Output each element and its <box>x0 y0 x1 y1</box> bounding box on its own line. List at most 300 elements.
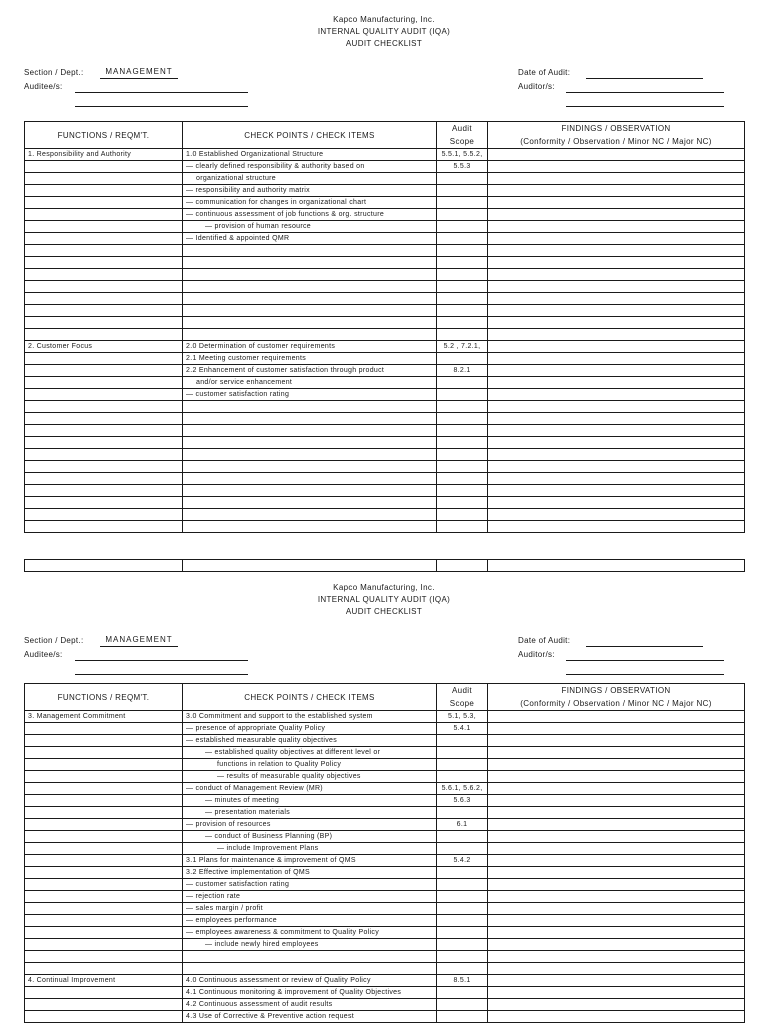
check-item-cell: — employees awareness & commitment to Quality Policy <box>183 927 437 939</box>
audit-scope-cell <box>437 497 488 509</box>
table-row <box>25 855 745 867</box>
table-row <box>25 341 745 353</box>
check-item-cell: — results of measurable quality objectives <box>183 771 437 783</box>
table-row <box>25 329 745 341</box>
table-row <box>25 401 745 413</box>
auditee-line <box>75 80 248 93</box>
check-item-cell <box>183 485 437 497</box>
check-item-cell: 4.3 Use of Corrective & Preventive action request <box>183 1011 437 1023</box>
check-item-cell <box>183 317 437 329</box>
findings-cell <box>488 353 745 365</box>
table-row <box>25 305 745 317</box>
function-cell <box>25 449 183 461</box>
function-cell <box>25 461 183 473</box>
function-cell <box>25 197 183 209</box>
check-item-cell <box>183 963 437 975</box>
check-item-cell <box>183 257 437 269</box>
auditor-line <box>566 94 724 107</box>
table-row <box>25 1011 745 1023</box>
function-cell <box>25 903 183 915</box>
check-item-cell: and/or service enhancement <box>183 377 437 389</box>
table-row <box>25 317 745 329</box>
table-row <box>25 915 745 927</box>
function-cell <box>25 437 183 449</box>
table-row <box>25 245 745 257</box>
check-item-cell <box>183 473 437 485</box>
auditor-line <box>566 662 724 675</box>
check-item-cell: — employees performance <box>183 915 437 927</box>
findings-cell <box>488 377 745 389</box>
function-cell <box>25 425 183 437</box>
auditee-line <box>75 662 248 675</box>
audit-scope-cell <box>437 197 488 209</box>
function-cell <box>25 257 183 269</box>
audit-scope-cell: 5.6.3 <box>437 795 488 807</box>
audit-scope-cell <box>437 449 488 461</box>
check-item-cell: — conduct of Management Review (MR) <box>183 783 437 795</box>
table-row <box>25 173 745 185</box>
function-cell <box>25 185 183 197</box>
function-cell <box>25 855 183 867</box>
findings-cell <box>488 855 745 867</box>
table-row <box>25 723 745 735</box>
check-item-cell <box>183 425 437 437</box>
audit-scope-cell <box>437 473 488 485</box>
findings-cell <box>488 939 745 951</box>
findings-cell <box>488 161 745 173</box>
company-name: Kapco Manufacturing, Inc. <box>333 15 435 24</box>
date-of-audit-line <box>586 66 703 79</box>
check-item-cell: — minutes of meeting <box>183 795 437 807</box>
table-row <box>25 747 745 759</box>
date-of-audit-label: Date of Audit: <box>518 636 571 645</box>
findings-cell <box>488 389 745 401</box>
header-audit-scope-line: Scope <box>449 699 475 708</box>
check-item-cell: 1.0 Established Organizational Structure <box>183 149 437 161</box>
function-cell <box>25 233 183 245</box>
function-cell <box>25 329 183 341</box>
check-item-cell: — Identified & appointed QMR <box>183 233 437 245</box>
function-cell <box>25 771 183 783</box>
check-item-cell: — customer satisfaction rating <box>183 389 437 401</box>
function-cell <box>25 939 183 951</box>
audit-scope-cell <box>437 999 488 1011</box>
auditee-label: Auditee/s: <box>24 650 63 659</box>
section-dept-value: MANAGEMENT <box>100 634 178 647</box>
findings-cell <box>488 293 745 305</box>
function-cell <box>25 473 183 485</box>
function-cell <box>25 1011 183 1023</box>
table-row <box>25 233 745 245</box>
check-item-cell: — rejection rate <box>183 891 437 903</box>
function-cell <box>25 843 183 855</box>
function-cell: 3. Management Commitment <box>25 711 183 723</box>
table-row <box>25 927 745 939</box>
check-item-cell: 3.0 Commitment and support to the established system <box>183 711 437 723</box>
findings-cell <box>488 903 745 915</box>
function-cell <box>25 305 183 317</box>
findings-cell <box>488 341 745 353</box>
table-row <box>25 365 745 377</box>
audit-scope-cell <box>437 221 488 233</box>
table-row <box>25 807 745 819</box>
table-row <box>25 891 745 903</box>
check-item-cell: — established measurable quality objectives <box>183 735 437 747</box>
audit-scope-cell <box>437 425 488 437</box>
table-row <box>25 185 745 197</box>
findings-cell <box>488 987 745 999</box>
audit-scope-cell <box>437 389 488 401</box>
section-dept-label: Section / Dept.: <box>24 68 84 77</box>
date-of-audit-label: Date of Audit: <box>518 68 571 77</box>
function-cell: 1. Responsibility and Authority <box>25 149 183 161</box>
audit-scope-cell <box>437 353 488 365</box>
function-cell <box>25 221 183 233</box>
audit-scope-cell <box>437 521 488 533</box>
findings-cell <box>488 485 745 497</box>
table-row <box>25 389 745 401</box>
function-cell: 4. Continual Improvement <box>25 975 183 987</box>
table-row <box>25 771 745 783</box>
table-row <box>25 437 745 449</box>
function-cell <box>25 497 183 509</box>
findings-cell <box>488 759 745 771</box>
table-row <box>25 975 745 987</box>
auditor-label: Auditor/s: <box>518 82 555 91</box>
findings-cell <box>488 425 745 437</box>
audit-scope-cell <box>437 747 488 759</box>
check-item-cell: — include Improvement Plans <box>183 843 437 855</box>
checklist-page <box>0 568 768 1024</box>
function-cell <box>25 795 183 807</box>
audit-scope-cell <box>437 1011 488 1023</box>
table-row <box>25 149 745 161</box>
header-audit-scope-line: Scope <box>449 137 475 146</box>
check-item-cell <box>183 497 437 509</box>
audit-scope-cell <box>437 233 488 245</box>
findings-cell <box>488 305 745 317</box>
check-item-cell <box>183 293 437 305</box>
section-dept-label: Section / Dept.: <box>24 636 84 645</box>
table-row <box>25 485 745 497</box>
check-item-cell: — include newly hired employees <box>183 939 437 951</box>
audit-scope-cell <box>437 485 488 497</box>
audit-scope-cell: 5.1, 5.3, <box>437 711 488 723</box>
function-cell <box>25 209 183 221</box>
function-cell <box>25 723 183 735</box>
audit-scope-cell <box>437 461 488 473</box>
audit-scope-cell <box>437 209 488 221</box>
findings-cell <box>488 999 745 1011</box>
table-row <box>25 879 745 891</box>
check-item-cell: organizational structure <box>183 173 437 185</box>
table-row <box>25 353 745 365</box>
audit-scope-cell <box>437 317 488 329</box>
audit-scope-cell <box>437 305 488 317</box>
findings-cell <box>488 879 745 891</box>
audit-scope-cell <box>437 759 488 771</box>
findings-cell <box>488 735 745 747</box>
header-findings-line: (Conformity / Observation / Minor NC / Major NC) <box>520 137 712 146</box>
table-row <box>25 497 745 509</box>
audit-scope-cell <box>437 437 488 449</box>
function-cell <box>25 735 183 747</box>
date-of-audit-line <box>586 634 703 647</box>
table-row <box>25 867 745 879</box>
table-row <box>25 449 745 461</box>
findings-cell <box>488 951 745 963</box>
audit-scope-cell <box>437 879 488 891</box>
header-findings-line: FINDINGS / OBSERVATION <box>561 686 671 695</box>
table-row <box>25 509 745 521</box>
table-row <box>25 161 745 173</box>
audit-scope-cell <box>437 867 488 879</box>
auditee-label: Auditee/s: <box>24 82 63 91</box>
audit-scope-cell <box>437 843 488 855</box>
function-cell <box>25 879 183 891</box>
findings-cell <box>488 1011 745 1023</box>
check-item-cell: 3.1 Plans for maintenance & improvement of QMS <box>183 855 437 867</box>
findings-cell <box>488 365 745 377</box>
function-cell <box>25 999 183 1011</box>
function-cell <box>25 867 183 879</box>
check-item-cell: — continuous assessment of job functions & org. structure <box>183 209 437 221</box>
audit-title: INTERNAL QUALITY AUDIT (IQA) <box>317 27 451 36</box>
table-row <box>25 521 745 533</box>
audit-checklist-table <box>24 683 745 1023</box>
audit-checklist-table <box>24 121 745 533</box>
findings-cell <box>488 209 745 221</box>
audit-scope-cell <box>437 413 488 425</box>
check-item-cell: — presentation materials <box>183 807 437 819</box>
table-row <box>25 461 745 473</box>
table-row <box>25 473 745 485</box>
audit-scope-cell <box>437 293 488 305</box>
audit-scope-cell: 5.4.2 <box>437 855 488 867</box>
company-name: Kapco Manufacturing, Inc. <box>333 583 435 592</box>
check-item-cell: — clearly defined responsibility & authority based on <box>183 161 437 173</box>
findings-cell <box>488 173 745 185</box>
function-cell <box>25 819 183 831</box>
findings-cell <box>488 281 745 293</box>
check-item-cell: 2.0 Determination of customer requirements <box>183 341 437 353</box>
audit-scope-cell <box>437 963 488 975</box>
findings-cell <box>488 437 745 449</box>
findings-cell <box>488 747 745 759</box>
function-cell <box>25 377 183 389</box>
table-row <box>25 903 745 915</box>
findings-cell <box>488 473 745 485</box>
audit-scope-cell: 8.5.1 <box>437 975 488 987</box>
function-cell <box>25 759 183 771</box>
table-row <box>25 221 745 233</box>
findings-cell <box>488 711 745 723</box>
header-functions-label: FUNCTIONS / REQM'T. <box>57 692 150 702</box>
findings-cell <box>488 927 745 939</box>
findings-cell <box>488 269 745 281</box>
findings-cell <box>488 975 745 987</box>
function-cell <box>25 293 183 305</box>
findings-cell <box>488 233 745 245</box>
findings-cell <box>488 329 745 341</box>
table-row <box>25 783 745 795</box>
findings-cell <box>488 521 745 533</box>
table-row <box>25 281 745 293</box>
findings-cell <box>488 891 745 903</box>
check-item-cell: functions in relation to Quality Policy <box>183 759 437 771</box>
table-row <box>25 197 745 209</box>
header-findings-line: (Conformity / Observation / Minor NC / Major NC) <box>520 699 712 708</box>
function-cell <box>25 509 183 521</box>
function-cell <box>25 161 183 173</box>
header-check-points-label: CHECK POINTS / CHECK ITEMS <box>244 692 375 702</box>
audit-scope-cell <box>437 257 488 269</box>
findings-cell <box>488 819 745 831</box>
findings-cell <box>488 783 745 795</box>
function-cell <box>25 401 183 413</box>
function-cell <box>25 927 183 939</box>
findings-cell <box>488 963 745 975</box>
function-cell <box>25 747 183 759</box>
table-row <box>25 759 745 771</box>
findings-cell <box>488 807 745 819</box>
findings-cell <box>488 149 745 161</box>
function-cell <box>25 413 183 425</box>
check-item-cell <box>183 413 437 425</box>
check-item-cell: 4.0 Continuous assessment or review of Quality Policy <box>183 975 437 987</box>
function-cell <box>25 807 183 819</box>
header-findings <box>488 684 745 711</box>
function-cell <box>25 521 183 533</box>
check-item-cell <box>183 521 437 533</box>
findings-cell <box>488 843 745 855</box>
audit-scope-cell <box>437 269 488 281</box>
function-cell <box>25 173 183 185</box>
check-item-cell <box>183 245 437 257</box>
audit-scope-cell <box>437 951 488 963</box>
check-item-cell: — provision of human resource <box>183 221 437 233</box>
function-cell <box>25 389 183 401</box>
check-item-cell <box>183 951 437 963</box>
check-item-cell: 4.2 Continuous assessment of audit results <box>183 999 437 1011</box>
audit-scope-cell <box>437 771 488 783</box>
header-functions <box>25 684 183 711</box>
auditee-line <box>75 94 248 107</box>
table-row <box>25 843 745 855</box>
check-item-cell: 4.1 Continuous monitoring & improvement of Quality Objectives <box>183 987 437 999</box>
header-findings <box>488 122 745 149</box>
audit-scope-cell <box>437 377 488 389</box>
findings-cell <box>488 795 745 807</box>
table-row <box>25 987 745 999</box>
table-row <box>25 735 745 747</box>
function-cell <box>25 891 183 903</box>
table-row <box>25 795 745 807</box>
table-row <box>25 831 745 843</box>
auditee-line <box>75 648 248 661</box>
findings-cell <box>488 317 745 329</box>
header-audit-scope <box>437 122 488 149</box>
table-row <box>25 939 745 951</box>
auditor-line <box>566 80 724 93</box>
findings-cell <box>488 461 745 473</box>
check-item-cell: 3.2 Effective implementation of QMS <box>183 867 437 879</box>
audit-scope-cell <box>437 831 488 843</box>
audit-scope-cell <box>437 903 488 915</box>
findings-cell <box>488 197 745 209</box>
audit-scope-cell <box>437 807 488 819</box>
function-cell <box>25 963 183 975</box>
function-cell <box>25 485 183 497</box>
check-item-cell: 2.1 Meeting customer requirements <box>183 353 437 365</box>
function-cell <box>25 317 183 329</box>
audit-scope-cell <box>437 735 488 747</box>
header-findings-line: FINDINGS / OBSERVATION <box>561 124 671 133</box>
findings-cell <box>488 497 745 509</box>
function-cell <box>25 783 183 795</box>
findings-cell <box>488 413 745 425</box>
audit-scope-cell <box>437 939 488 951</box>
auditor-label: Auditor/s: <box>518 650 555 659</box>
findings-cell <box>488 867 745 879</box>
audit-scope-cell <box>437 329 488 341</box>
table-row <box>25 819 745 831</box>
function-cell <box>25 915 183 927</box>
table-row <box>25 999 745 1011</box>
audit-scope-cell <box>437 927 488 939</box>
audit-scope-cell <box>437 245 488 257</box>
check-item-cell: — communication for changes in organizational chart <box>183 197 437 209</box>
findings-cell <box>488 185 745 197</box>
audit-scope-cell <box>437 891 488 903</box>
function-cell <box>25 987 183 999</box>
findings-cell <box>488 915 745 927</box>
check-item-cell <box>183 269 437 281</box>
check-item-cell <box>183 305 437 317</box>
findings-cell <box>488 221 745 233</box>
audit-scope-cell: 5.5.3 <box>437 161 488 173</box>
audit-title: INTERNAL QUALITY AUDIT (IQA) <box>317 595 451 604</box>
function-cell <box>25 951 183 963</box>
header-check-points <box>183 122 437 149</box>
table-row <box>25 257 745 269</box>
function-cell: 2. Customer Focus <box>25 341 183 353</box>
function-cell <box>25 365 183 377</box>
audit-scope-cell <box>437 915 488 927</box>
table-row <box>25 951 745 963</box>
check-item-cell: — provision of resources <box>183 819 437 831</box>
table-row <box>25 209 745 221</box>
table-row <box>25 963 745 975</box>
header-audit-scope <box>437 684 488 711</box>
audit-scope-cell: 8.2.1 <box>437 365 488 377</box>
audit-scope-cell: 5.6.1, 5.6.2, <box>437 783 488 795</box>
findings-cell <box>488 449 745 461</box>
function-cell <box>25 831 183 843</box>
check-item-cell: — conduct of Business Planning (BP) <box>183 831 437 843</box>
checklist-subtitle: AUDIT CHECKLIST <box>345 607 423 616</box>
table-row <box>25 711 745 723</box>
function-cell <box>25 281 183 293</box>
check-item-cell <box>183 329 437 341</box>
audit-scope-cell: 5.5.1, 5.5.2, <box>437 149 488 161</box>
table-header-row <box>25 122 745 149</box>
check-item-cell: — sales margin / profit <box>183 903 437 915</box>
audit-scope-cell: 6.1 <box>437 819 488 831</box>
header-audit-scope-line: Audit <box>452 686 472 695</box>
audit-scope-cell: 5.4.1 <box>437 723 488 735</box>
check-item-cell: 2.2 Enhancement of customer satisfaction through product <box>183 365 437 377</box>
